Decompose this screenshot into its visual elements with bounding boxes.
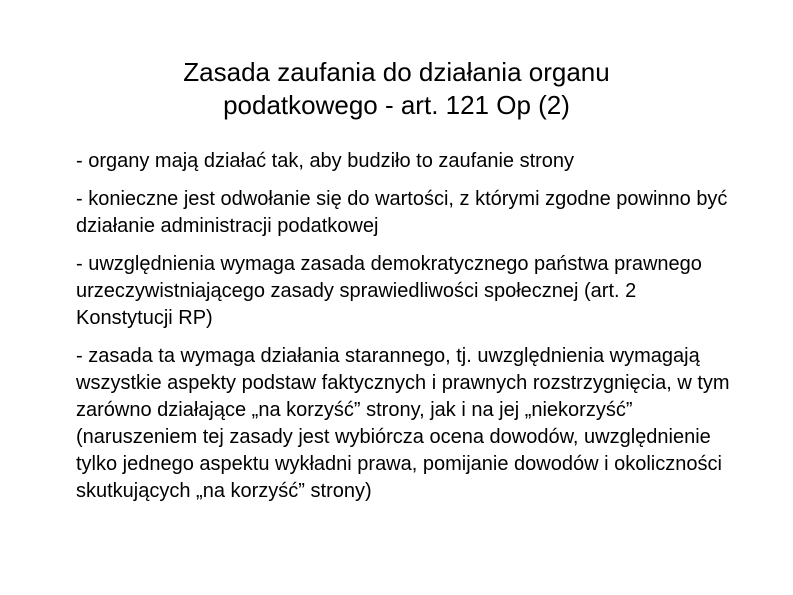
slide-title-line-2: podatkowego - art. 121 Op (2) — [223, 90, 570, 120]
slide-title-line-1: Zasada zaufania do działania organu — [183, 57, 610, 87]
bullet-item-4: - zasada ta wymaga działania starannego, tj. uwzględnienia wymagają wszystkie aspekty podstaw faktycznych i prawnych rozstrzygnięcia, w tym zarówno działające „na korzyść” strony, jak i na jej „niekorzyść” (naruszeniem tej zasady jest wybiórcza ocena dowodów, uwzględnienie tylko jednego aspektu wykładni prawa, pomijanie dowodów i okoliczności skutkujących „na korzyść” strony) — [76, 345, 730, 502]
bullet-item-3: - uwzględnienia wymaga zasada demokratycznego państwa prawnego urzeczywistniającego zasady sprawiedliwości społecznej (art. 2 Konstytucji RP) — [76, 253, 702, 329]
slide-title — [60, 56, 733, 122]
bullet-list — [76, 148, 736, 516]
bullet-item-2: - konieczne jest odwołanie się do wartości, z którymi zgodne powinno być działanie administracji podatkowej — [76, 188, 728, 237]
bullet-item-1: - organy mają działać tak, aby budziło to zaufanie strony — [76, 150, 575, 172]
